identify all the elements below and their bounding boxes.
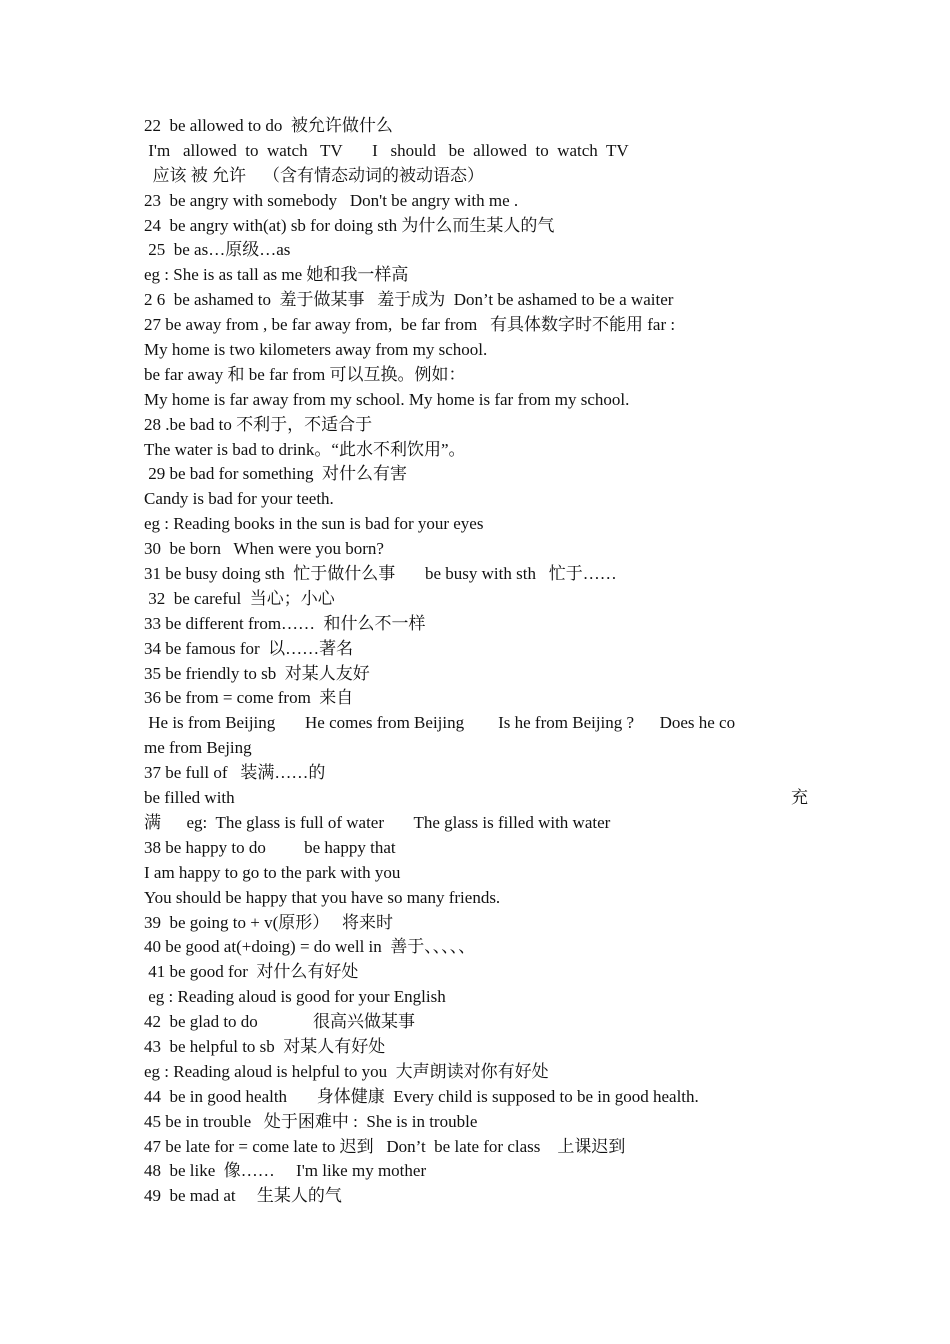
text-line: The water is bad to drink。“此水不利饮用”。 [144,439,466,459]
text-line: 37 be full of 装满……的 [144,763,326,783]
text-line: I'm allowed to watch TV I should be allowed to watch TV [144,140,629,160]
text-line: 32 be careful 当心；小心 [144,588,335,608]
text-line: 25 be as…原级…as [144,240,291,260]
text-line: 39 be going to + v(原形） 将来时 [144,912,393,932]
text-line: 42 be glad to do 很高兴做某事 [144,1012,416,1032]
text-line-justified [144,786,808,811]
text-line: Candy is bad for your teeth. [144,489,334,509]
text-line: 2 6 be ashamed to 羞于做某事 羞于成为 Don’t be ashamed to be a waiter [144,290,674,310]
text-line: 30 be born When were you born? [144,539,384,559]
text-line: me from Bejing [144,738,252,758]
text-line: eg : Reading books in the sun is bad for your eyes [144,514,484,534]
text-line: My home is far away from my school. My home is far from my school. [144,389,630,409]
text-line: 23 be angry with somebody Don't be angry with me . [144,190,519,210]
text-line: 36 be from = come from 来自 [144,688,354,708]
text-line: 应该 被 允许 （含有情态动词的被动语态） [144,165,484,185]
vocabulary-list [144,114,808,1209]
text-line: 43 be helpful to sb 对某人有好处 [144,1036,386,1056]
text-line: eg : She is as tall as me 她和我一样高 [144,265,409,285]
text-line: eg : Reading aloud is good for your English [144,987,446,1007]
text-line-left: be filled with [144,788,235,808]
text-line: I am happy to go to the park with you [144,862,401,882]
text-line: 22 be allowed to do 被允许做什么 [144,116,393,135]
text-line: 47 be late for = come late to 迟到 Don’t be late for class 上课迟到 [144,1136,626,1156]
text-line-right: 充 [791,788,808,808]
text-line: 33 be different from…… 和什么不一样 [144,613,426,633]
text-line: 38 be happy to do be happy that [144,837,396,857]
text-line: eg : Reading aloud is helpful to you 大声朗读对你有好处 [144,1061,549,1081]
text-line: 满 eg: The glass is full of water The glass is filled with water [144,812,611,832]
text-line: 48 be like 像…… I'm like my mother [144,1161,427,1181]
text-line: 45 be in trouble 处于困难中 : She is in trouble [144,1111,478,1131]
text-line: You should be happy that you have so many friends. [144,887,501,907]
text-line: 49 be mad at 生某人的气 [144,1186,342,1206]
text-line: My home is two kilometers away from my school. [144,340,488,360]
text-line: 31 be busy doing sth 忙于做什么事 be busy with sth 忙于…… [144,564,617,584]
text-line: 40 be good at(+doing) = do well in 善于、、、、、 [144,937,476,957]
text-line: 28 .be bad to 不利于，不适合于 [144,414,373,434]
text-line: 24 be angry with(at) sb for doing sth 为什么而生某人的气 [144,215,555,235]
text-line: 27 be away from , be far away from, be far from 有具体数字时不能用 far : [144,315,676,335]
text-line: 29 be bad for something 对什么有害 [144,464,407,484]
text-line: 35 be friendly to sb 对某人友好 [144,663,370,683]
text-line: 34 be famous for 以……著名 [144,638,354,658]
text-line: 44 be in good health 身体健康 Every child is supposed to be in good health. [144,1086,699,1106]
text-line: He is from Beijing He comes from Beijing Is he from Beijing ? Does he co [144,713,736,733]
text-line: 41 be good for 对什么有好处 [144,962,359,982]
text-line: be far away 和 be far from 可以互换。例如： [144,364,466,384]
